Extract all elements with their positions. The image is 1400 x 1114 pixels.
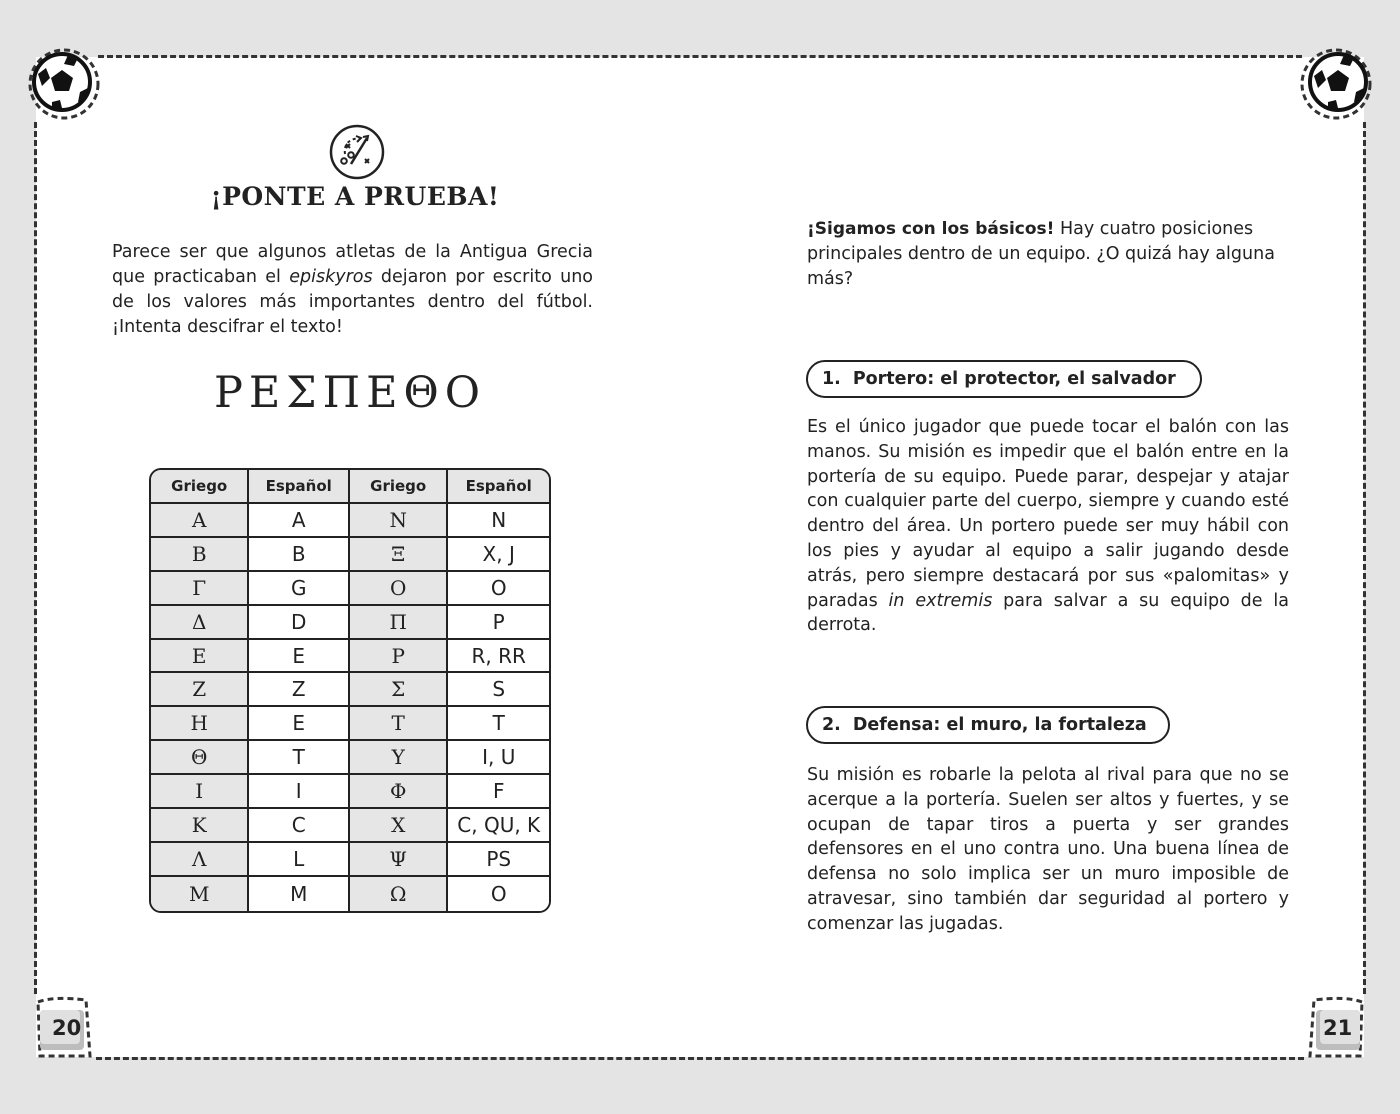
column-header: Español: [249, 470, 350, 504]
greek-letter-cell: Η: [151, 707, 249, 741]
greek-letter-cell: Ξ: [350, 538, 448, 572]
greek-letter-cell: Γ: [151, 572, 249, 606]
dashed-frame-bottom: [96, 1057, 1304, 1060]
greek-letter-cell: Υ: [350, 741, 448, 775]
spanish-letter-cell: I: [249, 775, 350, 809]
greek-letter-cell: Μ: [151, 877, 249, 911]
spanish-letter-cell: R, RR: [448, 640, 549, 674]
spanish-letter-cell: O: [448, 877, 549, 911]
greek-letter-cell: Π: [350, 606, 448, 640]
table-row: [151, 775, 549, 809]
section-heading-goalkeeper: 1. Portero: el protector, el salvador: [806, 360, 1202, 398]
greek-letter-cell: Φ: [350, 775, 448, 809]
dashed-frame-left: [34, 122, 37, 994]
tactics-board-icon: [329, 124, 385, 180]
page-number-right: 21: [1323, 1016, 1353, 1040]
spanish-letter-cell: PS: [448, 843, 549, 877]
spanish-letter-cell: P: [448, 606, 549, 640]
section-heading-defense: 2. Defensa: el muro, la fortaleza: [806, 706, 1170, 744]
table-header-row: [151, 470, 549, 504]
spanish-letter-cell: O: [448, 572, 549, 606]
dashed-frame-right: [1363, 122, 1366, 994]
spanish-letter-cell: C: [249, 809, 350, 843]
soccer-ball-icon: [1300, 48, 1372, 120]
spanish-letter-cell: M: [249, 877, 350, 911]
table-row: [151, 538, 549, 572]
greek-letter-cell: Κ: [151, 809, 249, 843]
greek-letter-cell: Ο: [350, 572, 448, 606]
page-number-left: 20: [52, 1016, 82, 1040]
greek-letter-cell: Λ: [151, 843, 249, 877]
intro-lead: ¡Sigamos con los básicos!: [807, 219, 1055, 239]
soccer-ball-icon: [28, 48, 100, 120]
spanish-letter-cell: A: [249, 504, 350, 538]
greek-alphabet-table: [149, 468, 551, 913]
dashed-frame-top: [98, 55, 1302, 58]
spanish-letter-cell: B: [249, 538, 350, 572]
spanish-letter-cell: G: [249, 572, 350, 606]
spanish-letter-cell: Z: [249, 673, 350, 707]
page-title: ¡PONTE A PRUEBA!: [210, 182, 500, 211]
spanish-letter-cell: C, QU, K: [448, 809, 549, 843]
greek-letter-cell: Ι: [151, 775, 249, 809]
spanish-letter-cell: E: [249, 707, 350, 741]
table-row: [151, 843, 549, 877]
spanish-letter-cell: T: [249, 741, 350, 775]
spanish-letter-cell: D: [249, 606, 350, 640]
table-row: [151, 741, 549, 775]
goalkeeper-paragraph: Es el único jugador que puede tocar el balón con las manos. Su misión es impedir que el balón entre en la portería de su equipo. Puede parar, despejar y atajar con cualquier parte del cuerpo, siempre y cuando esté dentro del área. Un portero puede ser muy hábil con los pies y ayudar al equipo a salir jugando desde atrás, pero siempre destacará por sus «palomitas» y paradas in extremis para salvar a su equipo de la derrota.: [807, 417, 1289, 636]
greek-letter-cell: Σ: [350, 673, 448, 707]
spanish-letter-cell: T: [448, 707, 549, 741]
table-row: [151, 606, 549, 640]
table-row: [151, 640, 549, 674]
greek-letter-cell: Ζ: [151, 673, 249, 707]
greek-letter-cell: Ρ: [350, 640, 448, 674]
greek-letter-cell: Ε: [151, 640, 249, 674]
column-header: Español: [448, 470, 549, 504]
greek-letter-cell: Α: [151, 504, 249, 538]
greek-letter-cell: Θ: [151, 741, 249, 775]
table-row: [151, 809, 549, 843]
spanish-letter-cell: L: [249, 843, 350, 877]
table-row: [151, 707, 549, 741]
table-row: [151, 877, 549, 911]
intro-paragraph: Parece ser que algunos atletas de la Antigua Grecia que practicaban el episkyros dejaron por escrito uno de los valores más importantes dentro del fútbol. ¡Intenta descifrar el texto!: [112, 242, 593, 337]
greek-letter-cell: Ψ: [350, 843, 448, 877]
defense-paragraph: Su misión es robarle la pelota al rival para que no se acerque a la portería. Suelen ser altos y fuertes, y se ocupan de tapar tiros a puerta y ser grandes defensores en el uno contra uno. Una buena línea de defensa no solo implica ser un muro imposible de atravesar, sino también dar seguridad al portero y comenzar las jugadas.: [807, 765, 1289, 934]
table-row: [151, 504, 549, 538]
right-intro-paragraph: ¡Sigamos con los básicos! Hay cuatro posiciones principales dentro de un equipo. ¿O quizá hay alguna más?: [807, 219, 1275, 289]
spanish-letter-cell: I, U: [448, 741, 549, 775]
spanish-letter-cell: X, J: [448, 538, 549, 572]
spanish-letter-cell: F: [448, 775, 549, 809]
greek-letter-cell: Ω: [350, 877, 448, 911]
spanish-letter-cell: E: [249, 640, 350, 674]
table-row: [151, 572, 549, 606]
greek-letter-cell: Β: [151, 538, 249, 572]
table-row: [151, 673, 549, 707]
column-header: Griego: [350, 470, 448, 504]
greek-letter-cell: Ν: [350, 504, 448, 538]
greek-letter-cell: Τ: [350, 707, 448, 741]
greek-cipher-word: ΡΕΣΠΕΘΟ: [213, 368, 487, 418]
spanish-letter-cell: N: [448, 504, 549, 538]
greek-letter-cell: Χ: [350, 809, 448, 843]
spanish-letter-cell: S: [448, 673, 549, 707]
greek-letter-cell: Δ: [151, 606, 249, 640]
column-header: Griego: [151, 470, 249, 504]
